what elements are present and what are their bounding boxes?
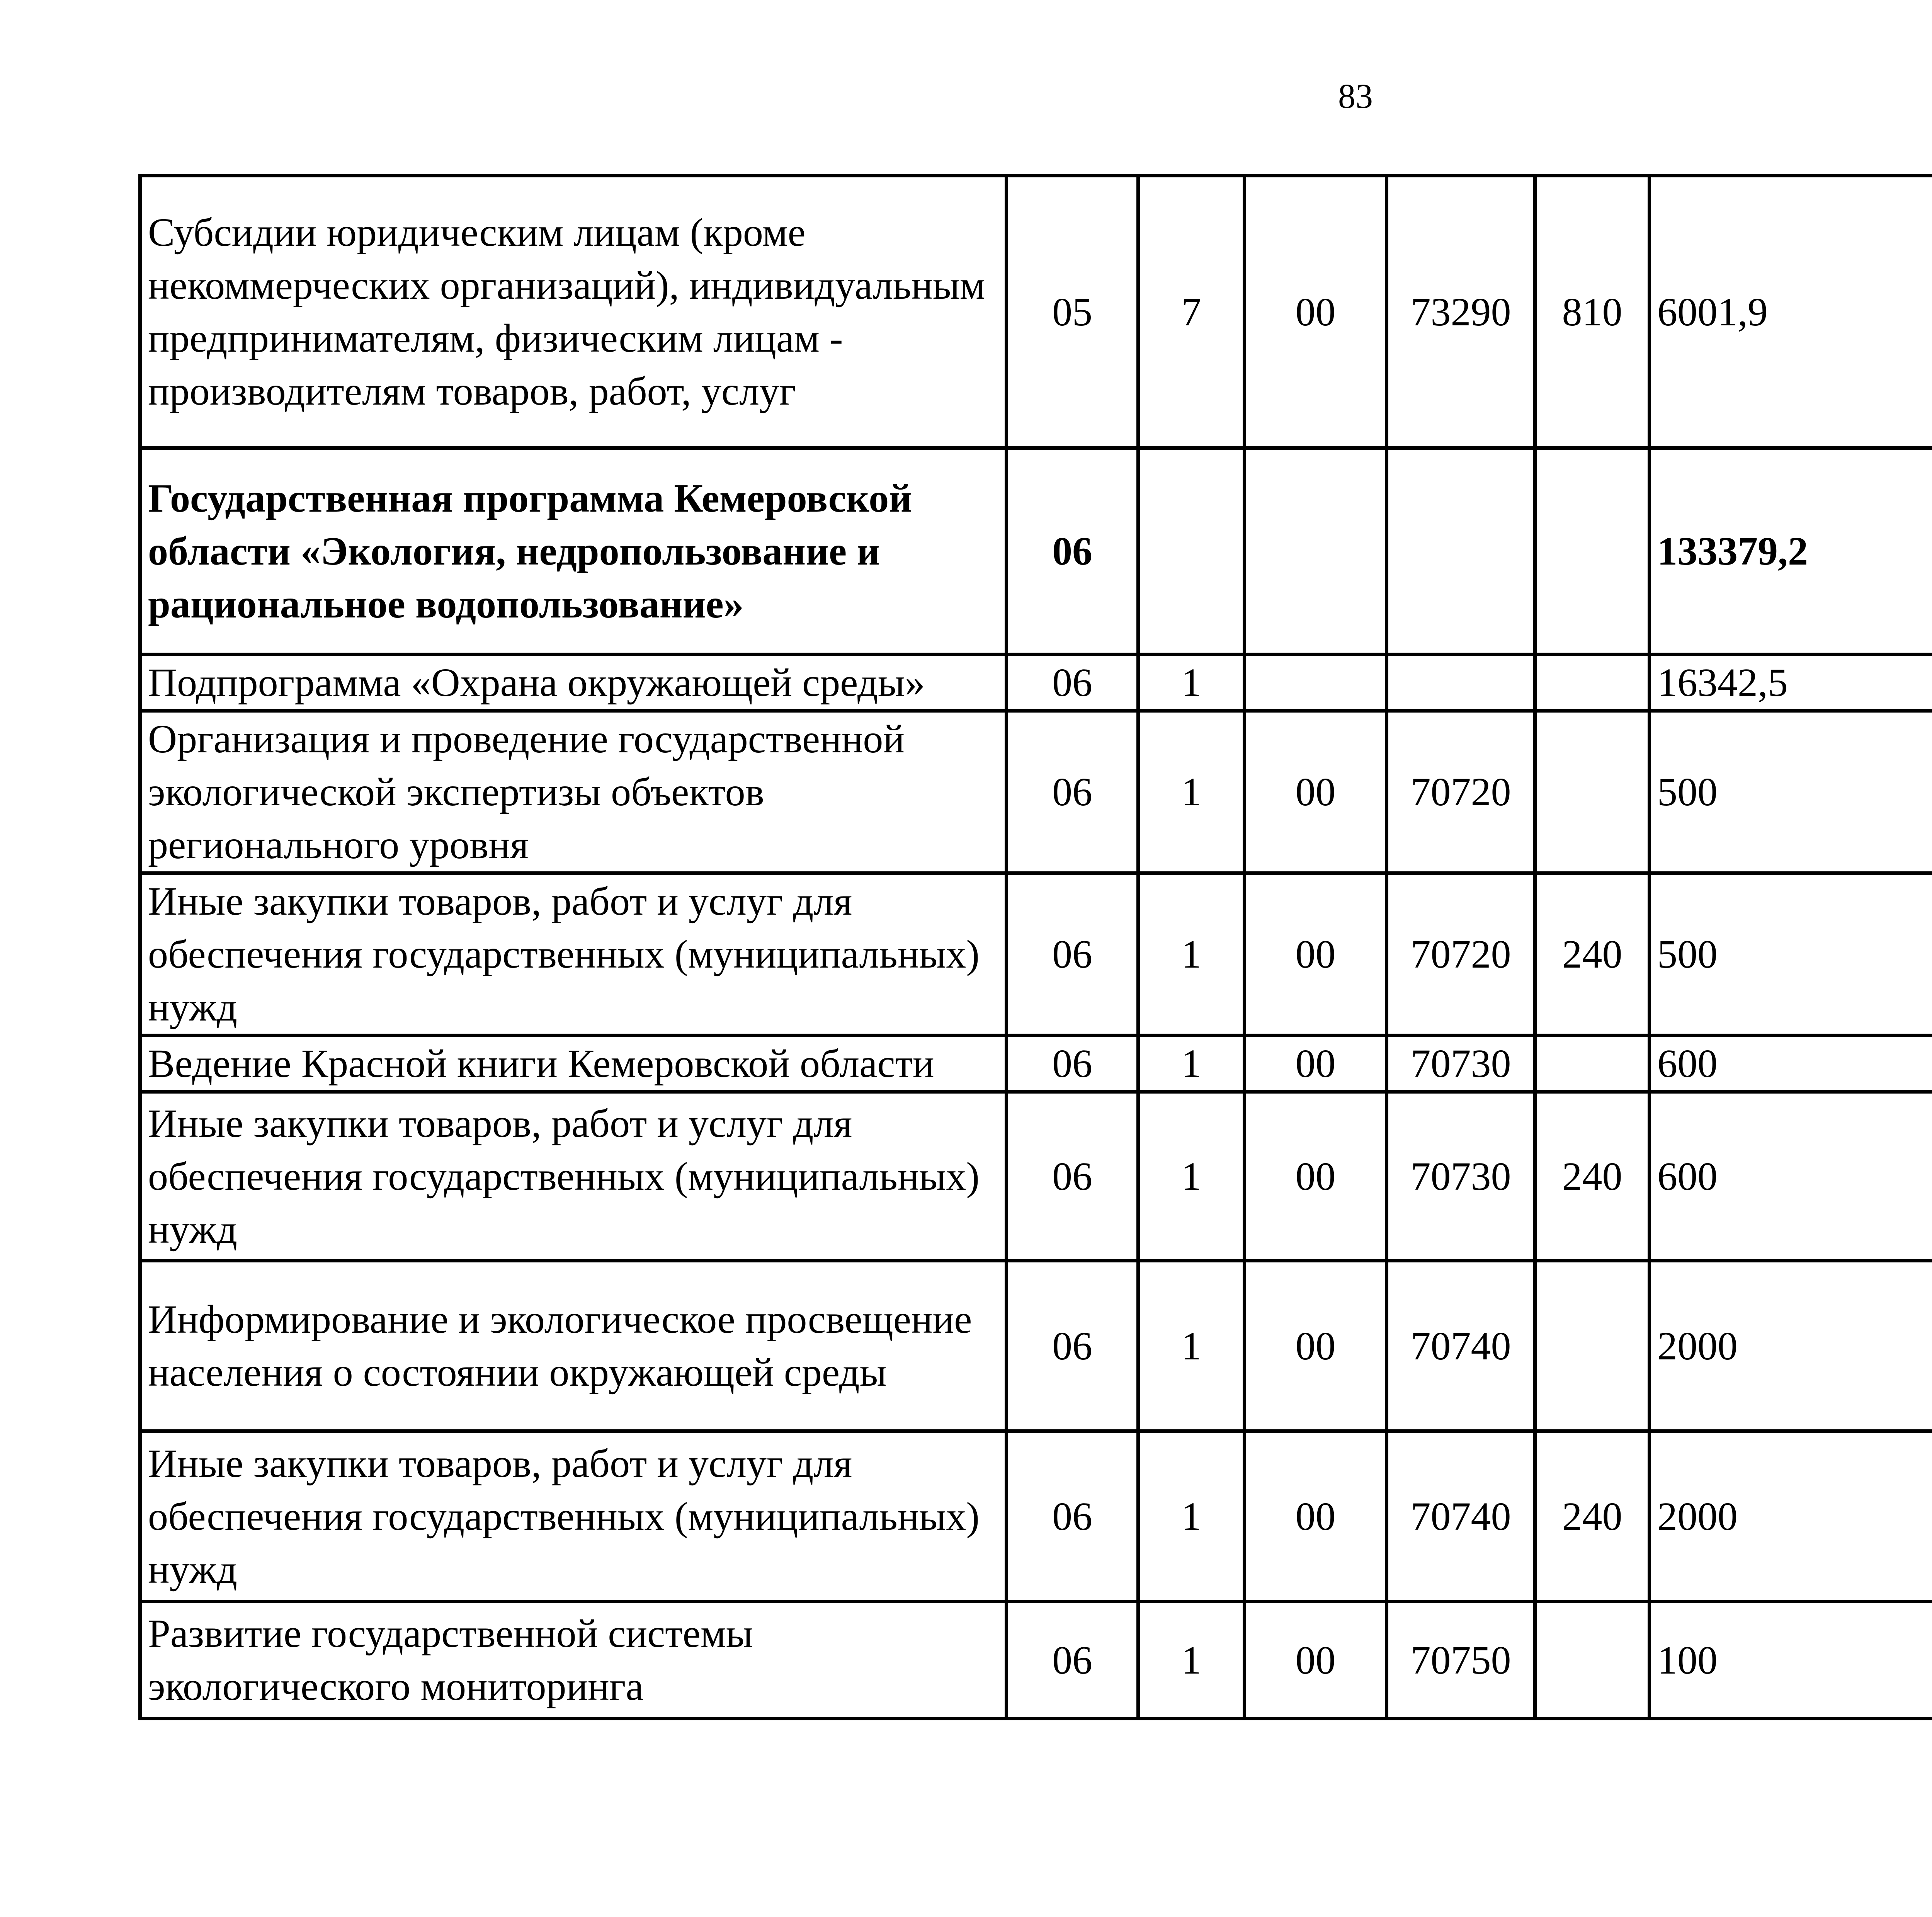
table-row (140, 1092, 1932, 1261)
section-code-cell: 06 (1007, 873, 1138, 1036)
table-row (140, 873, 1932, 1036)
target-article-cell: 70740 (1387, 1261, 1535, 1431)
section-code-cell: 06 (1007, 1092, 1138, 1261)
amount-year-1-cell: 600 (1650, 1036, 1932, 1092)
program-code-cell: 1 (1138, 1036, 1245, 1092)
row-name-cell: Иные закупки товаров, работ и услуг для обеспечения государственных (муниципальных) нужд (140, 873, 1007, 1036)
table-row-program (140, 448, 1932, 655)
subprogram-code-cell: 00 (1245, 176, 1387, 448)
subprogram-code-cell: 00 (1245, 1036, 1387, 1092)
target-article-cell: 70750 (1387, 1602, 1535, 1719)
table-row (140, 1036, 1932, 1092)
amount-year-1-cell: 100 (1650, 1602, 1932, 1719)
section-code-cell: 06 (1007, 711, 1138, 873)
section-code-cell: 06 (1007, 1602, 1138, 1719)
expense-type-cell (1535, 448, 1650, 655)
amount-year-1-cell: 6001,9 (1650, 176, 1932, 448)
program-code-cell: 1 (1138, 1092, 1245, 1261)
section-code-cell: 06 (1007, 448, 1138, 655)
row-name-cell: Ведение Красной книги Кемеровской области (140, 1036, 1007, 1092)
row-name-cell: Информирование и экологическое просвещение населения о состоянии окружающей среды (140, 1261, 1007, 1431)
target-article-cell (1387, 655, 1535, 711)
subprogram-code-cell (1245, 655, 1387, 711)
expense-type-cell (1535, 1602, 1650, 1719)
target-article-cell: 70720 (1387, 711, 1535, 873)
amount-year-1-cell: 500 (1650, 873, 1932, 1036)
amount-year-1-cell: 2000 (1650, 1431, 1932, 1602)
section-code-cell: 05 (1007, 176, 1138, 448)
table-row (140, 711, 1932, 873)
subprogram-code-cell: 00 (1245, 1602, 1387, 1719)
program-code-cell: 1 (1138, 711, 1245, 873)
target-article-cell: 70730 (1387, 1092, 1535, 1261)
section-code-cell: 06 (1007, 1431, 1138, 1602)
section-code-cell: 06 (1007, 1261, 1138, 1431)
amount-year-1-cell: 500 (1650, 711, 1932, 873)
program-code-cell: 1 (1138, 1431, 1245, 1602)
table-row (140, 176, 1932, 448)
row-name-cell: Организация и проведение государственной экологической экспертизы объектов регионального уровня (140, 711, 1007, 873)
program-code-cell: 1 (1138, 1602, 1245, 1719)
row-name-cell: Иные закупки товаров, работ и услуг для обеспечения государственных (муниципальных) нужд (140, 1092, 1007, 1261)
expense-type-cell: 810 (1535, 176, 1650, 448)
table-row (140, 655, 1932, 711)
target-article-cell (1387, 448, 1535, 655)
expense-type-cell (1535, 711, 1650, 873)
row-name-cell: Развитие государственной системы экологического мониторинга (140, 1602, 1007, 1719)
amount-year-1-cell: 2000 (1650, 1261, 1932, 1431)
program-code-cell: 1 (1138, 873, 1245, 1036)
amount-year-1-cell: 16342,5 (1650, 655, 1932, 711)
target-article-cell: 70730 (1387, 1036, 1535, 1092)
subprogram-code-cell: 00 (1245, 1261, 1387, 1431)
section-code-cell: 06 (1007, 1036, 1138, 1092)
expense-type-cell: 240 (1535, 873, 1650, 1036)
expense-type-cell (1535, 1261, 1650, 1431)
subprogram-code-cell: 00 (1245, 873, 1387, 1036)
row-name-cell: Государственная программа Кемеровской области «Экология, недропользование и рациональное водопользование» (140, 448, 1007, 655)
table-row (140, 1261, 1932, 1431)
table-row (140, 1431, 1932, 1602)
expense-type-cell: 240 (1535, 1431, 1650, 1602)
amount-year-1-cell: 600 (1650, 1092, 1932, 1261)
subprogram-code-cell: 00 (1245, 1092, 1387, 1261)
table-row (140, 1602, 1932, 1719)
subprogram-code-cell (1245, 448, 1387, 655)
row-name-cell: Субсидии юридическим лицам (кроме некоммерческих организаций), индивидуальным предпринимателям, физическим лицам - производителям товаров, работ, услуг (140, 176, 1007, 448)
target-article-cell: 70740 (1387, 1431, 1535, 1602)
amount-year-1-cell: 133379,2 (1650, 448, 1932, 655)
expense-type-cell: 240 (1535, 1092, 1650, 1261)
subprogram-code-cell: 00 (1245, 711, 1387, 873)
section-code-cell: 06 (1007, 655, 1138, 711)
program-code-cell: 1 (1138, 655, 1245, 711)
expense-type-cell (1535, 1036, 1650, 1092)
expense-type-cell (1535, 655, 1650, 711)
program-code-cell (1138, 448, 1245, 655)
program-code-cell: 1 (1138, 1261, 1245, 1431)
target-article-cell: 70720 (1387, 873, 1535, 1036)
target-article-cell: 73290 (1387, 176, 1535, 448)
subprogram-code-cell: 00 (1245, 1431, 1387, 1602)
budget-table (138, 174, 1932, 1720)
row-name-cell: Иные закупки товаров, работ и услуг для обеспечения государственных (муниципальных) нужд (140, 1431, 1007, 1602)
page-number: 83 (1338, 77, 1373, 116)
row-name-cell: Подпрограмма «Охрана окружающей среды» (140, 655, 1007, 711)
program-code-cell: 7 (1138, 176, 1245, 448)
